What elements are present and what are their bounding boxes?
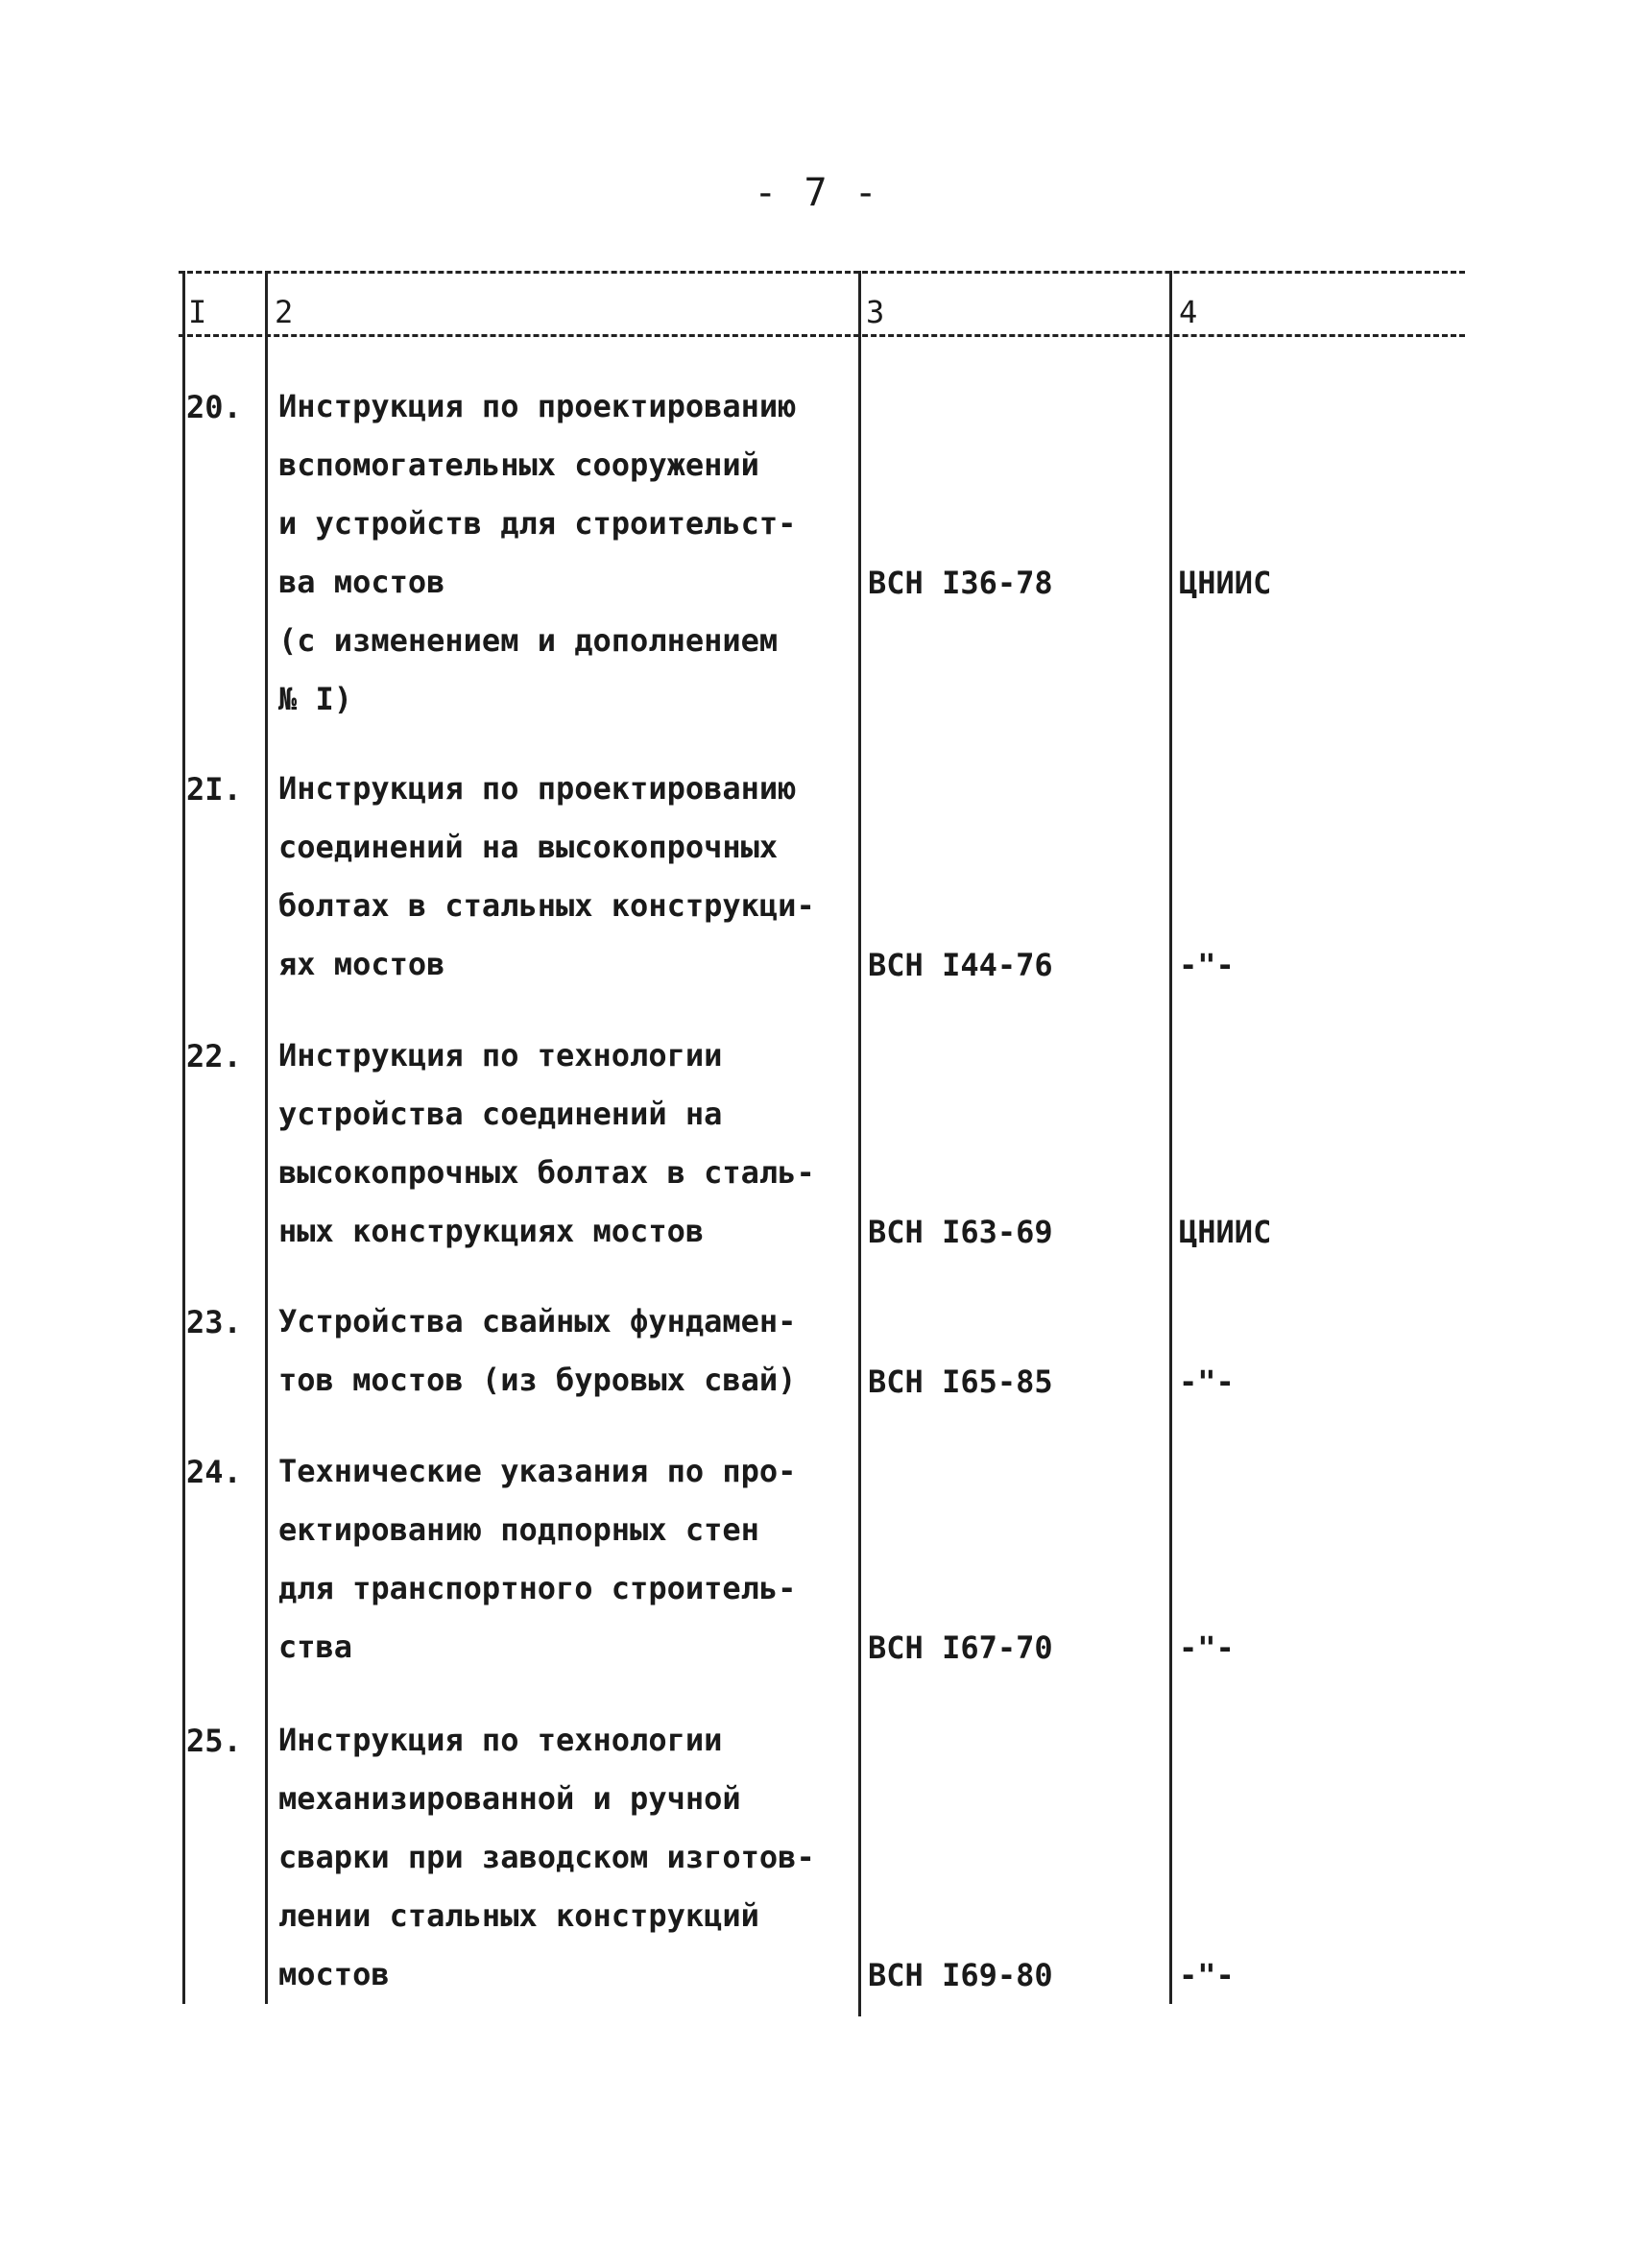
title-line: и устройств для строительст- [278, 505, 797, 542]
document-title [278, 1026, 845, 1261]
title-line: ях мостов [278, 946, 445, 982]
document-title [278, 760, 845, 994]
row-number: 25. [186, 1723, 242, 1759]
row-number: 24. [186, 1454, 242, 1490]
column-divider-3 [1169, 271, 1172, 2004]
page-number: - 7 - [754, 171, 879, 215]
column-header-2: 2 [275, 294, 294, 330]
title-line: тов мостов (из буровых свай) [278, 1362, 797, 1398]
document-code: ВСН I44-76 [868, 947, 1053, 983]
table-header-rule [179, 334, 1465, 337]
title-line: Инструкция по технологии [278, 1722, 723, 1758]
title-line: (с изменением и дополнением [278, 622, 779, 659]
column-header-1: I [188, 294, 207, 330]
title-line: высокопрочных болтах в сталь- [278, 1154, 815, 1191]
document-title [278, 1442, 845, 1677]
column-header-4: 4 [1179, 294, 1198, 330]
document-code: ВСН I69-80 [868, 1957, 1053, 1993]
table-border-left [182, 271, 185, 2004]
column-header-3: 3 [866, 294, 885, 330]
title-line: Инструкция по проектированию [278, 388, 797, 424]
title-line: болтах в стальных конструкци- [278, 887, 815, 924]
title-line: ектированию подпорных стен [278, 1511, 759, 1548]
title-line: № I) [278, 681, 353, 717]
row-number: 22. [186, 1038, 242, 1074]
title-line: Инструкция по технологии [278, 1037, 723, 1074]
organization: -"- [1179, 1629, 1235, 1666]
document-title [278, 1711, 845, 2004]
organization: -"- [1179, 1957, 1235, 1993]
document-code: ВСН I36-78 [868, 565, 1053, 601]
title-line: Устройства свайных фундамен- [278, 1303, 797, 1339]
document-title [278, 377, 845, 729]
row-number: 23. [186, 1304, 242, 1340]
title-line: соединений на высокопрочных [278, 829, 779, 865]
row-number: 20. [186, 389, 242, 425]
organization: -"- [1179, 1363, 1235, 1400]
title-line: устройства соединений на [278, 1096, 723, 1132]
table-top-rule [179, 271, 1465, 274]
title-line: лении стальных конструкций [278, 1897, 759, 1934]
document-code: ВСН I67-70 [868, 1629, 1053, 1666]
document-title [278, 1292, 845, 1410]
document-code: ВСН I63-69 [868, 1214, 1053, 1250]
title-line: для транспортного строитель- [278, 1570, 797, 1606]
column-divider-2 [858, 271, 861, 2016]
title-line: механизированной и ручной [278, 1780, 741, 1817]
organization: ЦНИИС [1179, 565, 1272, 601]
document-code: ВСН I65-85 [868, 1363, 1053, 1400]
column-divider-1 [265, 271, 268, 2004]
organization: ЦНИИС [1179, 1214, 1272, 1250]
title-line: сварки при заводском изготов- [278, 1839, 815, 1875]
title-line: ва мостов [278, 564, 445, 600]
title-line: ных конструкциях мостов [278, 1213, 705, 1249]
title-line: Инструкция по проектированию [278, 770, 797, 807]
title-line: Технические указания по про- [278, 1453, 797, 1489]
title-line: вспомогательных сооружений [278, 446, 759, 483]
row-number: 2I. [186, 771, 242, 808]
organization: -"- [1179, 947, 1235, 983]
title-line: мостов [278, 1956, 390, 1992]
title-line: ства [278, 1629, 353, 1665]
